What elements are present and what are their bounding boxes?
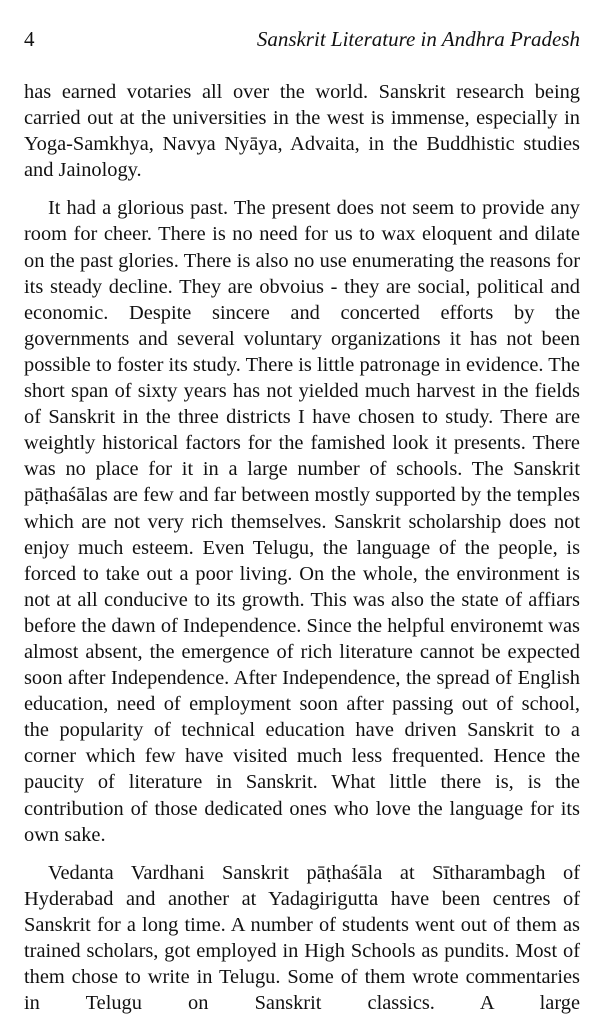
- paragraph-glorious-past: It had a glorious past. The present does not seem to provide any room for cheer. There is no need for us to wax eloquent and dilate on the past glories. There is also no use enumerating the reasons for its steady decline. They are obvoius - they are social, political and economic. Despite sincere and concerted efforts by the governments and several voluntary organizations it has not been possible to foster its study. There is little patronage in evidence. The short span of sixty years has not yielded much harvest in the fields of Sanskrit in the three districts I have chosen to study. There are weightly historical factors for the famished look it presents. There was no place for it in a large number of schools. The Sanskrit pāṭhaśālas are few and far between mostly supported by the temples which are not very rich themselves. Sanskrit scholarship does not enjoy much esteem. Even Telugu, the language of the people, is forced to take out a poor living. On the whole, the environment is not at all conducive to its growth. This was also the state of affiars before the dawn of Independence. Since the helpful environemt was almost absent, the emergence of rich literature cannot be expected soon after Independence. After Independence, the spread of English education, need of employment soon after passing out of school, the popularity of technical education have driven Sanskrit to a corner which few have visited much less frequented. Hence the paucity of literature in Sanskrit. What little there is, is the contribution of those dedicated ones who love the language for its own sake.: [24, 197, 580, 846]
- paragraph-continuation: has earned votaries all over the world. Sanskrit research being carried out at the universities in the west is immense, especially in Yoga-Samkhya, Navya Nyāya, Advaita, in the Buddhistic studies and Jainology.: [24, 81, 580, 182]
- running-head: [24, 25, 580, 53]
- paragraph-vedanta-vardhani: Vedanta Vardhani Sanskrit pāṭhaśāla at Sītharambagh of Hyderabad and another at Yadagirigutta have been centres of Sanskrit for a long time. A number of students went out of them as trained scholars, got employed in High Schools as pundits. Most of them chose to write in Telugu. Some of them wrote commentaries in Telugu on Sanskrit classics. A large: [24, 861, 580, 1015]
- running-title: Sanskrit Literature in Andhra Pradesh: [256, 27, 580, 51]
- body-text: [24, 79, 580, 1016]
- page-number: 4: [24, 27, 35, 51]
